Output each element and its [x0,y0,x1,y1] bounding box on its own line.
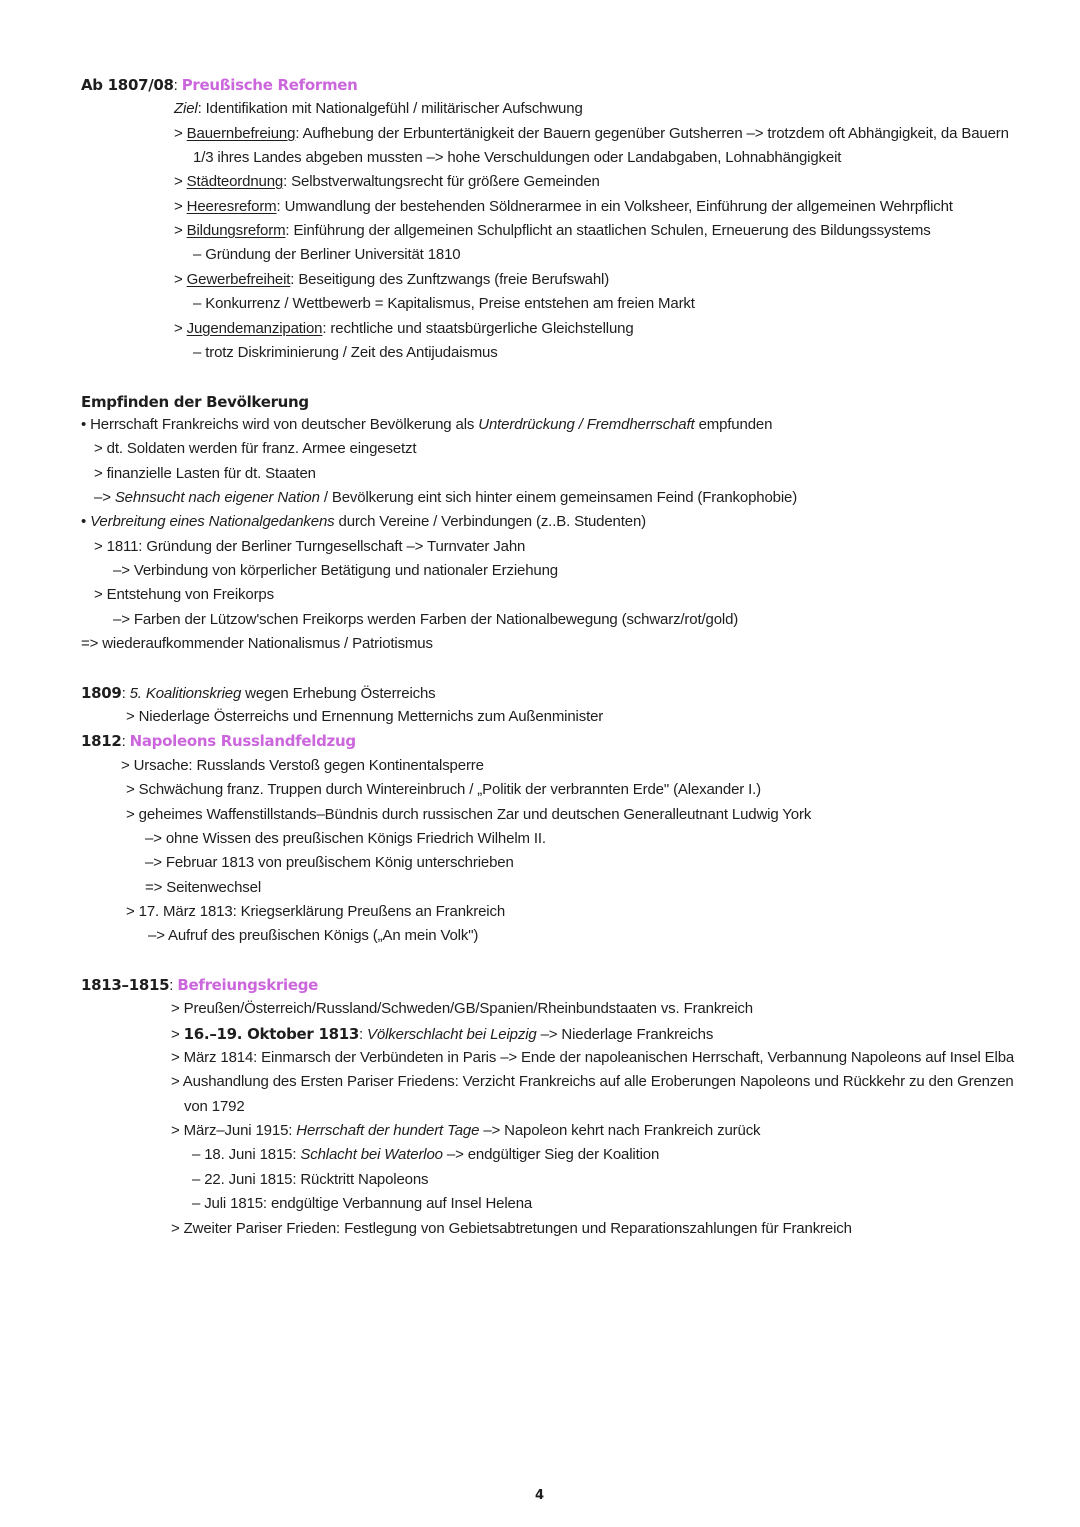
emphasis-text: Unterdrückung / Fremdherrschaft [478,416,695,433]
heading-date: 1809 [81,684,122,702]
sub-line: > 1811: Gründung der Berliner Turngesellschaft –> Turnvater Jahn [94,538,526,555]
reform-term: Jugendemanzipation [186,320,323,337]
heading-title: Preußische Reformen [181,76,358,94]
reform-subpoint: – trotz Diskriminierung / Zeit des Antijudaismus [193,344,498,361]
reform-term: Heeresreform [186,198,277,215]
reform-subpoint: – Gründung der Berliner Universität 1810 [193,246,461,263]
section-heading-befreiungskriege [81,975,318,996]
bullet-arrow: > [174,222,187,239]
sub-line: > Zweiter Pariser Frieden: Festlegung von Gebietsabtretungen und Reparationszahlungen für Frankreich [171,1220,852,1237]
sub-sub-line: –> Februar 1813 von preußischem König unterschrieben [145,854,514,871]
text-run: / Bevölkerung eint sich hinter einem gemeinsamen Feind (Frankophobie) [319,489,798,506]
section-heading-1812 [81,731,356,752]
text-run: • Herrschaft Frankreichs wird von deutscher Bevölkerung als [81,416,479,433]
heading-sep: : [121,733,130,750]
sub-line: > Ursache: Russlands Verstoß gegen Kontinentalsperre [121,757,484,774]
sub-sub-line: –> Farben der Lützow'schen Freikorps werden Farben der Nationalbewegung (schwarz/rot/gold) [113,611,739,628]
text-run: empfunden [694,416,773,433]
sub-line: > Entstehung von Freikorps [94,586,274,603]
sub-line: > 17. März 1813: Kriegserklärung Preußens an Frankreich [126,903,506,920]
reform-desc: : Einführung der allgemeinen Schulpflicht an staatlichen Schulen, Erneuerung des Bildungssystems [285,222,931,239]
bullet-arrow: > [174,173,187,190]
section-heading-1809 [81,683,436,704]
reform-desc: : Aufhebung der Erbuntertänigkeit der Bauern gegenüber Gutsherren –> trotzdem oft Abhängigkeit, da Bauern [295,125,1009,142]
sub-line-continuation: von 1792 [184,1098,245,1115]
sub-line [94,488,797,508]
sub-sub-line: –> Aufruf des preußischen Königs („An mein Volk") [148,927,479,944]
section-heading-reformen [81,75,358,96]
sub-sub-line: –> ohne Wissen des preußischen Königs Friedrich Wilhelm II. [145,830,546,847]
reform-item [174,197,953,217]
text-run: –> [94,489,115,506]
reform-item [174,270,609,290]
sub-line: > Preußen/Österreich/Russland/Schweden/GB/Spanien/Rheinbundstaaten vs. Frankreich [171,1000,753,1017]
sub-sub-line: – Juli 1815: endgültige Verbannung auf Insel Helena [192,1195,533,1212]
heading-sep: : [121,685,130,702]
reform-item [174,172,600,192]
bullet-arrow: > [174,125,187,142]
bullet-arrow: > [174,271,187,288]
text-run: durch Vereine / Verbindungen (z..B. Studenten) [334,513,646,530]
emphasis-text: Sehnsucht nach eigener Nation [114,489,320,506]
heading-sep: : [173,77,182,94]
heading-title: Befreiungskriege [177,976,319,994]
reform-subpoint: – Konkurrenz / Wettbewerb = Kapitalismus, Preise entstehen am freien Markt [193,295,695,312]
reform-item [174,319,634,339]
sub-line: > Aushandlung des Ersten Pariser Friedens: Verzicht Frankreichs auf alle Eroberungen Napoleons und Rückkehr zu den Grenzen [171,1073,1014,1090]
sub-line: > Schwächung franz. Truppen durch Wintereinbruch / „Politik der verbrannten Erde" (Alexander I.) [126,781,762,798]
heading-sep: : [169,977,178,994]
sub-line: > geheimes Waffenstillstands–Bündnis durch russischen Zar und deutschen Generalleutnant Ludwig York [126,806,812,823]
goal-line [174,99,583,119]
heading-date: 1813–1815 [81,976,170,994]
bold-date: 16.–19. Oktober 1813 [183,1025,359,1043]
reform-term: Städteordnung [186,173,284,190]
text-run: –> Niederlage Frankreichs [536,1026,714,1043]
sub-line [171,1024,713,1045]
emphasis-text: Schlacht bei Waterloo [300,1146,443,1163]
reform-desc: : rechtliche und staatsbürgerliche Gleichstellung [322,320,634,337]
sub-line: > finanzielle Lasten für dt. Staaten [94,465,316,482]
text-run: > März–Juni 1915: [171,1122,297,1139]
text-run: –> Napoleon kehrt nach Frankreich zurück [479,1122,761,1139]
sub-sub-line: => Seitenwechsel [145,879,262,896]
bullet-arrow: > [174,198,187,215]
sub-line: > Niederlage Österreichs und Ernennung Metternichs zum Außenminister [126,708,604,725]
text-run: • [81,513,91,530]
text-run: > [171,1026,184,1043]
sub-sub-line [192,1145,659,1165]
page-number: 4 [535,1488,545,1503]
reform-desc: : Beseitigung des Zunftzwangs (freie Berufswahl) [290,271,610,288]
text-run: : [359,1026,368,1043]
sub-sub-line: –> Verbindung von körperlicher Betätigung und nationaler Erziehung [113,562,559,579]
bullet-line [81,415,772,435]
sub-line: > dt. Soldaten werden für franz. Armee eingesetzt [94,440,417,457]
reform-term: Bauernbefreiung [186,125,296,142]
text-run: –> endgültiger Sieg der Koalition [442,1146,660,1163]
conclusion-line: => wiederaufkommender Nationalismus / Patriotismus [81,635,433,652]
reform-desc: : Selbstverwaltungsrecht für größere Gemeinden [283,173,600,190]
emphasis-text: Herrschaft der hundert Tage [296,1122,480,1139]
reform-item [174,221,931,241]
section-heading-empfinden: Empfinden der Bevölkerung [81,393,309,411]
bullet-arrow: > [174,320,187,337]
heading-title: Napoleons Russlandfeldzug [129,732,356,750]
goal-label: Ziel [174,100,198,117]
reform-term: Gewerbefreiheit [186,271,291,288]
heading-date: Ab 1807/08 [81,76,174,94]
text-run: wegen Erhebung Österreichs [241,685,436,702]
text-run: – 18. Juni 1815: [192,1146,301,1163]
reform-desc: : Umwandlung der bestehenden Söldnerarmee in ein Volksheer, Einführung der allgemeinen Wehrpflicht [276,198,953,215]
sub-line [171,1121,760,1141]
sub-line: > März 1814: Einmarsch der Verbündeten in Paris –> Ende der napoleanischen Herrschaft, Verbannung Napoleons auf Insel Elba [171,1049,1015,1066]
emphasis-text: Verbreitung eines Nationalgedankens [90,513,335,530]
bullet-line [81,512,646,532]
goal-text: : Identifikation mit Nationalgefühl / militärischer Aufschwung [197,100,583,117]
reform-continuation: 1/3 ihres Landes abgeben mussten –> hohe Verschuldungen oder Landabgaben, Lohnabhängigkeit [193,149,842,166]
sub-sub-line: – 22. Juni 1815: Rücktritt Napoleons [192,1171,429,1188]
emphasis-text: Völkerschlacht bei Leipzig [367,1026,537,1043]
heading-date: 1812 [81,732,122,750]
reform-item [174,124,1009,144]
emphasis-text: 5. Koalitionskrieg [129,685,242,702]
reform-term: Bildungsreform [186,222,286,239]
